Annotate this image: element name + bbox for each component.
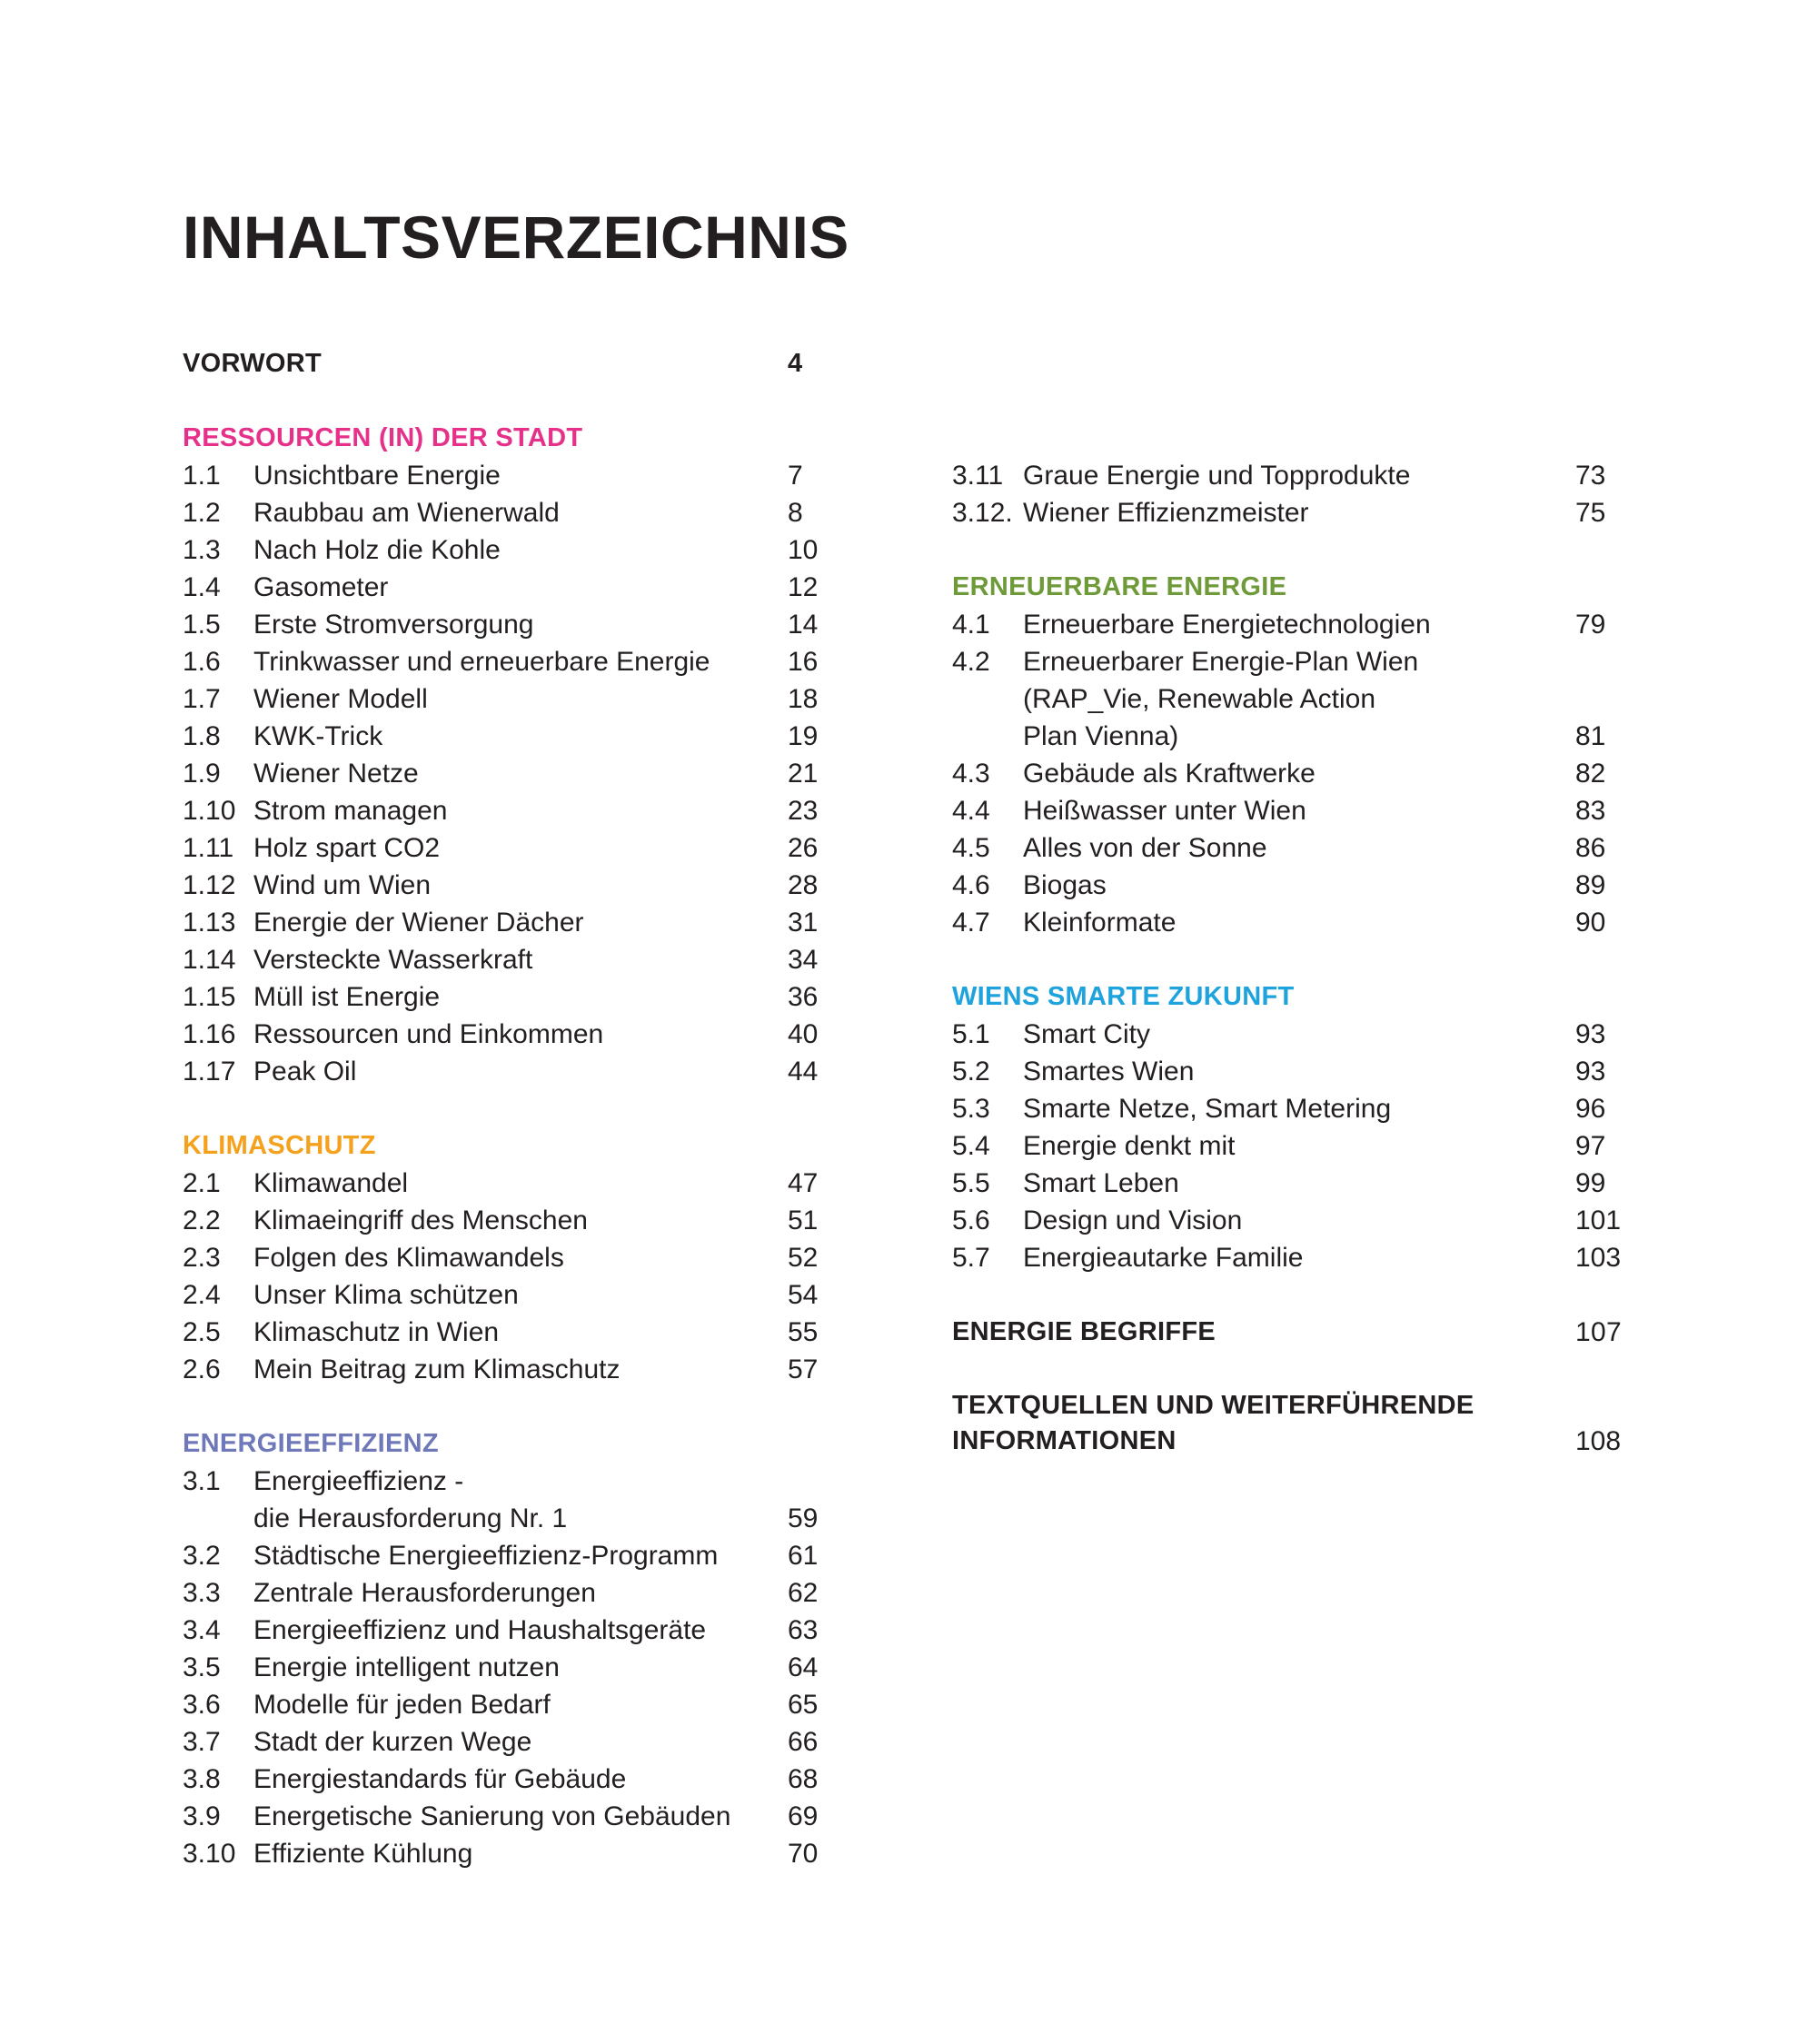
entry-number: 3.4 xyxy=(183,1615,221,1645)
toc-entry[interactable] xyxy=(183,606,837,643)
entry-label: Klimawandel xyxy=(253,1168,409,1198)
entry-label: Unser Klima schützen xyxy=(253,1280,519,1310)
entry-number: 1.5 xyxy=(183,610,221,640)
entry-page: 99 xyxy=(1575,1168,1606,1198)
entry-number: 1.6 xyxy=(183,647,221,677)
entry-number: 2.6 xyxy=(183,1354,221,1384)
entry-label: Energetische Sanierung von Gebäuden xyxy=(253,1801,731,1831)
entry-number: 3.8 xyxy=(183,1764,221,1794)
entry-number: 1.15 xyxy=(183,982,236,1012)
entry-label: Energieautarke Familie xyxy=(1023,1243,1304,1273)
entry-page: 55 xyxy=(788,1317,819,1347)
toc-entry[interactable] xyxy=(183,904,837,941)
entry-label: Mein Beitrag zum Klimaschutz xyxy=(253,1354,621,1384)
entry-label: Versteckte Wasserkraft xyxy=(253,945,533,975)
entry-page: 64 xyxy=(788,1652,819,1682)
entry-number: 5.3 xyxy=(952,1094,990,1124)
toc-entry[interactable] xyxy=(952,867,1624,904)
toc-entry[interactable] xyxy=(183,680,837,718)
entry-page: 62 xyxy=(788,1578,819,1608)
toc-entry[interactable] xyxy=(952,1127,1624,1165)
toc-entry-quellen[interactable] xyxy=(952,1388,1624,1459)
section-heading-klimaschutz[interactable]: KLIMASCHUTZ xyxy=(183,1131,376,1160)
entry-label: Design und Vision xyxy=(1023,1206,1243,1235)
entry-number: 4.6 xyxy=(952,870,990,900)
entry-number: 3.5 xyxy=(183,1652,221,1682)
toc-entry[interactable] xyxy=(952,494,1624,531)
entry-number: 1.1 xyxy=(183,461,221,491)
entry-number: 3.10 xyxy=(183,1839,236,1869)
toc-entry-continuation[interactable] xyxy=(952,718,1624,755)
entry-page: 96 xyxy=(1575,1094,1606,1124)
entry-page: 23 xyxy=(788,796,819,826)
begriffe-label: ENERGIE BEGRIFFE xyxy=(952,1317,1216,1346)
entry-page: 51 xyxy=(788,1206,819,1235)
toc-entry-vorwort[interactable] xyxy=(183,345,837,382)
entry-page: 73 xyxy=(1575,461,1606,491)
entry-page: 26 xyxy=(788,833,819,863)
toc-entry[interactable] xyxy=(952,1090,1624,1127)
entry-label: Trinkwasser und erneuerbare Energie xyxy=(253,647,710,677)
quellen-page: 108 xyxy=(1575,1426,1622,1456)
toc-entry[interactable] xyxy=(183,1276,837,1314)
entry-number: 2.5 xyxy=(183,1317,221,1347)
toc-entry[interactable] xyxy=(952,755,1624,792)
toc-entry[interactable] xyxy=(183,1649,837,1686)
toc-entry[interactable] xyxy=(183,1165,837,1202)
toc-entry[interactable] xyxy=(183,755,837,792)
toc-entry[interactable] xyxy=(183,531,837,569)
toc-entry[interactable] xyxy=(183,494,837,531)
entry-number: 3.12. xyxy=(952,498,1013,528)
entry-page: 28 xyxy=(788,870,819,900)
entry-number: 3.9 xyxy=(183,1801,221,1831)
entry-label: Unsichtbare Energie xyxy=(253,461,501,491)
entry-number: 5.2 xyxy=(952,1057,990,1086)
entry-label: Strom managen xyxy=(253,796,448,826)
entry-page: 65 xyxy=(788,1690,819,1720)
entry-number: 3.7 xyxy=(183,1727,221,1757)
entry-label: die Herausforderung Nr. 1 xyxy=(253,1503,568,1533)
smart-list xyxy=(952,1016,1624,1276)
entry-page: 75 xyxy=(1575,498,1606,528)
entry-label: Klimaschutz in Wien xyxy=(253,1317,500,1347)
entry-label: Erneuerbare Energietechnologien xyxy=(1023,610,1431,640)
toc-entry[interactable] xyxy=(183,1351,837,1388)
entry-label: Wind um Wien xyxy=(253,870,432,900)
entry-number: 1.9 xyxy=(183,759,221,789)
toc-entry[interactable] xyxy=(952,1053,1624,1090)
entry-page: 10 xyxy=(788,535,819,565)
toc-entry[interactable] xyxy=(183,1314,837,1351)
toc-entry[interactable] xyxy=(952,792,1624,829)
entry-number: 4.3 xyxy=(952,759,990,789)
section-heading-energieeffizienz[interactable]: ENERGIEEFFIZIENZ xyxy=(183,1429,439,1458)
toc-entry[interactable] xyxy=(183,1723,837,1761)
entry-page: 63 xyxy=(788,1615,819,1645)
toc-right-column xyxy=(952,457,1624,1459)
toc-entry[interactable] xyxy=(952,643,1624,680)
entry-number: 4.2 xyxy=(952,647,990,677)
entry-label: Energiestandards für Gebäude xyxy=(253,1764,627,1794)
entry-number: 1.11 xyxy=(183,833,234,863)
entry-number: 1.4 xyxy=(183,572,221,602)
toc-entry[interactable] xyxy=(183,1835,837,1872)
section-heading-erneuerbar[interactable]: ERNEUERBARE ENERGIE xyxy=(952,572,1287,601)
entry-label: Modelle für jeden Bedarf xyxy=(253,1690,551,1720)
entry-page: 8 xyxy=(788,498,803,528)
entry-page: 82 xyxy=(1575,759,1606,789)
entry-label: Holz spart CO2 xyxy=(253,833,441,863)
entry-label: Folgen des Klimawandels xyxy=(253,1243,564,1273)
entry-number: 3.6 xyxy=(183,1690,221,1720)
entry-page: 90 xyxy=(1575,908,1606,938)
toc-entry[interactable] xyxy=(183,643,837,680)
toc-entry[interactable] xyxy=(183,1612,837,1649)
entry-page: 14 xyxy=(788,610,819,640)
energieeffizienz-list xyxy=(183,1537,837,1872)
entry-number: 1.12 xyxy=(183,870,236,900)
entry-page: 18 xyxy=(788,684,819,714)
entry-label: KWK-Trick xyxy=(253,721,383,751)
entry-number: 4.7 xyxy=(952,908,990,938)
entry-number: 1.16 xyxy=(183,1019,236,1049)
entry-number: 1.14 xyxy=(183,945,236,975)
entry-number: 5.7 xyxy=(952,1243,990,1273)
toc-entry[interactable] xyxy=(183,1798,837,1835)
toc-entry[interactable] xyxy=(952,1239,1624,1276)
entry-label: Biogas xyxy=(1023,870,1107,900)
toc-entry[interactable] xyxy=(952,606,1624,643)
entry-page: 83 xyxy=(1575,796,1606,826)
entry-number: 4.1 xyxy=(952,610,990,640)
entry-number: 1.8 xyxy=(183,721,221,751)
toc-entry[interactable] xyxy=(183,829,837,867)
entry-label: Smart Leben xyxy=(1023,1168,1179,1198)
toc-entry-continuation[interactable] xyxy=(183,1500,837,1537)
toc-entry[interactable] xyxy=(183,457,837,494)
section-heading-smart[interactable]: WIENS SMARTE ZUKUNFT xyxy=(952,982,1295,1011)
entry-page: 52 xyxy=(788,1243,819,1273)
page-title: INHALTSVERZEICHNIS xyxy=(183,203,849,271)
entry-label: (RAP_Vie, Renewable Action xyxy=(1023,684,1376,714)
entry-page: 21 xyxy=(788,759,819,789)
entry-label: Städtische Energieeffizienz-Programm xyxy=(253,1541,719,1571)
entry-page: 79 xyxy=(1575,610,1606,640)
toc-left-column xyxy=(183,345,837,1872)
entry-number: 5.5 xyxy=(952,1168,990,1198)
entry-label: Energie der Wiener Dächer xyxy=(253,908,584,938)
entry-label: Energieeffizienz - xyxy=(253,1466,464,1496)
entry-label: Peak Oil xyxy=(253,1057,357,1086)
toc-entry[interactable] xyxy=(183,1686,837,1723)
entry-label: Smartes Wien xyxy=(1023,1057,1195,1086)
toc-entry[interactable] xyxy=(183,569,837,606)
entry-label: Energie denkt mit xyxy=(1023,1131,1236,1161)
quellen-label-line2: INFORMATIONEN xyxy=(952,1426,1177,1455)
toc-entry[interactable] xyxy=(952,1202,1624,1239)
entry-page: 19 xyxy=(788,721,819,751)
entry-number: 5.4 xyxy=(952,1131,990,1161)
entry-page: 101 xyxy=(1575,1206,1622,1235)
entry-label: Nach Holz die Kohle xyxy=(253,535,501,565)
ressourcen-list xyxy=(183,457,837,1090)
toc-entry[interactable] xyxy=(183,1239,837,1276)
vorwort-page: 4 xyxy=(788,349,803,378)
vorwort-label: VORWORT xyxy=(183,349,323,378)
toc-entry[interactable] xyxy=(183,1574,837,1612)
entry-page: 47 xyxy=(788,1168,819,1198)
entry-page: 103 xyxy=(1575,1243,1622,1273)
entry-page: 57 xyxy=(788,1354,819,1384)
toc-entry[interactable] xyxy=(183,1761,837,1798)
toc-entry[interactable] xyxy=(183,792,837,829)
toc-entry[interactable] xyxy=(183,1016,837,1053)
entry-label: Wiener Modell xyxy=(253,684,428,714)
entry-number: 5.6 xyxy=(952,1206,990,1235)
entry-label: Plan Vienna) xyxy=(1023,721,1179,751)
entry-label: Smart City xyxy=(1023,1019,1151,1049)
entry-page: 69 xyxy=(788,1801,819,1831)
toc-entry[interactable] xyxy=(952,1165,1624,1202)
entry-page: 68 xyxy=(788,1764,819,1794)
entry-page: 34 xyxy=(788,945,819,975)
entry-label: Erneuerbarer Energie-Plan Wien xyxy=(1023,647,1419,677)
entry-page: 54 xyxy=(788,1280,819,1310)
toc-entry-begriffe[interactable] xyxy=(952,1314,1624,1351)
entry-label: Wiener Netze xyxy=(253,759,419,789)
entry-label: Energie intelligent nutzen xyxy=(253,1652,560,1682)
entry-number: 4.4 xyxy=(952,796,990,826)
entry-number: 1.13 xyxy=(183,908,236,938)
entry-label: Stadt der kurzen Wege xyxy=(253,1727,532,1757)
begriffe-page: 107 xyxy=(1575,1317,1622,1347)
entry-number: 1.17 xyxy=(183,1057,236,1086)
entry-page: 81 xyxy=(1575,721,1606,751)
entry-number: 2.2 xyxy=(183,1206,221,1235)
entry-number: 2.1 xyxy=(183,1168,221,1198)
entry-page: 93 xyxy=(1575,1057,1606,1086)
entry-number: 3.2 xyxy=(183,1541,221,1571)
entry-page: 70 xyxy=(788,1839,819,1869)
entry-label: Klimaeingriff des Menschen xyxy=(253,1206,588,1235)
entry-label: Graue Energie und Topprodukte xyxy=(1023,461,1411,491)
entry-label: Energieeffizienz und Haushaltsgeräte xyxy=(253,1615,707,1645)
entry-page: 36 xyxy=(788,982,819,1012)
entry-number: 3.11 xyxy=(952,461,1004,491)
entry-page: 97 xyxy=(1575,1131,1606,1161)
entry-label: Müll ist Energie xyxy=(253,982,441,1012)
quellen-label-line1: TEXTQUELLEN UND WEITERFÜHRENDE xyxy=(952,1391,1474,1420)
entry-page: 12 xyxy=(788,572,819,602)
entry-label: Gebäude als Kraftwerke xyxy=(1023,759,1316,789)
entry-label: Effiziente Kühlung xyxy=(253,1839,473,1869)
entry-page: 40 xyxy=(788,1019,819,1049)
entry-number: 3.3 xyxy=(183,1578,221,1608)
entry-number: 2.4 xyxy=(183,1280,221,1310)
entry-label: Smarte Netze, Smart Metering xyxy=(1023,1094,1392,1124)
entry-page: 66 xyxy=(788,1727,819,1757)
entry-label: Zentrale Herausforderungen xyxy=(253,1578,596,1608)
entry-number: 1.3 xyxy=(183,535,221,565)
entry-page: 44 xyxy=(788,1057,819,1086)
toc-entry-continuation[interactable] xyxy=(952,680,1624,718)
entry-page: 93 xyxy=(1575,1019,1606,1049)
klimaschutz-list xyxy=(183,1165,837,1388)
toc-entry[interactable] xyxy=(183,941,837,978)
entry-number: 1.7 xyxy=(183,684,221,714)
entry-page: 86 xyxy=(1575,833,1606,863)
entry-number: 5.1 xyxy=(952,1019,990,1049)
entry-page: 89 xyxy=(1575,870,1606,900)
entry-label: Raubbau am Wienerwald xyxy=(253,498,560,528)
toc-entry[interactable] xyxy=(183,1202,837,1239)
entry-label: Kleinformate xyxy=(1023,908,1177,938)
entry-number: 2.3 xyxy=(183,1243,221,1273)
entry-number: 1.10 xyxy=(183,796,236,826)
toc-entry[interactable] xyxy=(183,978,837,1016)
entry-number: 1.2 xyxy=(183,498,221,528)
section-heading-ressourcen[interactable]: RESSOURCEN (IN) DER STADT xyxy=(183,423,583,452)
toc-entry[interactable] xyxy=(952,1016,1624,1053)
toc-entry[interactable] xyxy=(952,904,1624,941)
entry-label: Heißwasser unter Wien xyxy=(1023,796,1306,826)
toc-entry[interactable] xyxy=(952,457,1624,494)
entry-label: Gasometer xyxy=(253,572,389,602)
entry-page: 61 xyxy=(788,1541,819,1571)
entry-page: 59 xyxy=(788,1503,819,1533)
toc-entry[interactable] xyxy=(183,718,837,755)
entry-label: Wiener Effizienzmeister xyxy=(1023,498,1309,528)
entry-page: 31 xyxy=(788,908,819,938)
entry-number: 4.5 xyxy=(952,833,990,863)
toc-entry[interactable] xyxy=(183,1463,837,1500)
toc-entry[interactable] xyxy=(183,867,837,904)
entry-label: Ressourcen und Einkommen xyxy=(253,1019,604,1049)
energieeffizienz-continued-list xyxy=(952,457,1624,531)
entry-number: 3.1 xyxy=(183,1466,221,1496)
toc-entry[interactable] xyxy=(183,1537,837,1574)
erneuerbar-list xyxy=(952,755,1624,941)
entry-label: Erste Stromversorgung xyxy=(253,610,534,640)
toc-entry[interactable] xyxy=(952,829,1624,867)
toc-entry[interactable] xyxy=(183,1053,837,1090)
entry-page: 16 xyxy=(788,647,819,677)
entry-label: Alles von der Sonne xyxy=(1023,833,1267,863)
entry-page: 7 xyxy=(788,461,803,491)
